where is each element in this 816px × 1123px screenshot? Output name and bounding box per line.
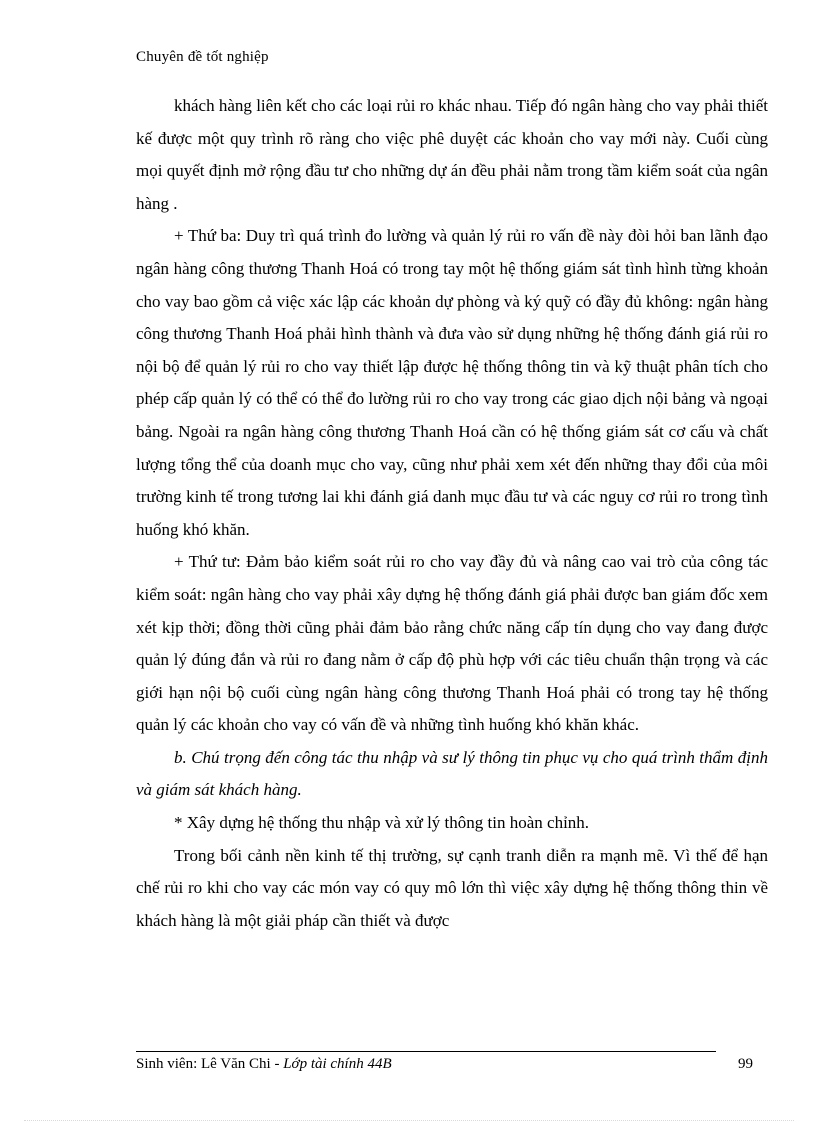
footer-class-name: Lớp tài chính 44B — [283, 1056, 392, 1072]
paragraph-credit-approval: khách hàng liên kết cho các loại rủi ro khác nhau. Tiếp đó ngân hàng cho vay phải thiết kế được một quy trình rõ ràng cho việc phê duyệt các khoản cho vay mới này. Cuối cùng mọi quyết định mở rộng đầu tư cho những dự án đều phải nằm trong tầm kiểm soát của ngân hàng . — [136, 96, 768, 213]
page-number: 99 — [738, 1056, 753, 1072]
paragraph-third-point: + Thứ ba: Duy trì quá trình đo lường và quản lý rủi ro vấn đề này đòi hỏi ban lãnh đạo ngân hàng công thương Thanh Hoá có trong tay một hệ thống giám sát tình hình từng khoản cho vay bao gồm cả việc xác lập các khoản dự phòng và ký quỹ có đầy đủ không: ngân hàng công thương Thanh Hoá phải hình thành và đưa vào sử dụng những hệ thống đánh giá rủi ro nội bộ để quản lý rủi ro cho vay thiết lập được hệ thống thông tin và kỹ thuật phân tích cho phép cấp quản lý có thể có thể đo lường rủi ro cho vay trong các giao dịch nội bảng và ngoại bảng. Ngoài ra ngân hàng công thương Thanh Hoá cần có hệ thống giám sát cơ cấu và chất lượng tổng thể của doanh mục cho vay, cũng như phải xem xét đến những thay đổi của môi trường kinh tế trong tương lai khi đánh giá danh mục đầu tư và các nguy cơ rủi ro trong tình huống khó khăn. — [136, 226, 768, 539]
footer-separator: - — [270, 1056, 284, 1072]
sub-heading-information-system: * Xây dựng hệ thống thu nhập và xử lý thông tin hoàn chỉnh. — [174, 813, 590, 833]
footer-student-name: Sinh viên: Lê Văn Chi — [136, 1056, 271, 1072]
page-header: Chuyên đề tốt nghiệp — [136, 49, 269, 65]
paragraph-fourth-point: + Thứ tư: Đảm bảo kiểm soát rủi ro cho vay đầy đủ và nâng cao vai trò của công tác kiểm soát: ngân hàng cho vay phải xây dựng hệ thống đánh giá phải được ban giám đốc xem xét kịp thời; đồng thời cũng phải đảm bảo rằng chức năng cấp tín dụng cho vay đang được quản lý đúng đắn và rủi ro đang nằm ở cấp độ phù hợp với các tiêu chuẩn thận trọng và các giới hạn nội bộ cuối cùng ngân hàng công thương Thanh Hoá phải có trong tay hệ thống quản lý các khoản cho vay có vấn đề và những tình huống khó khăn khác. — [136, 552, 768, 735]
section-heading-b: b. Chú trọng đến công tác thu nhập và sư lý thông tin phục vụ cho quá trình thẩm định và giám sát khách hàng. — [136, 747, 768, 800]
page-edge-divider — [24, 1120, 794, 1121]
footer-student-info — [136, 1056, 392, 1073]
body-text — [136, 90, 768, 937]
footer-rule — [136, 1051, 716, 1052]
paragraph-market-context: Trong bối cảnh nền kinh tế thị trường, sự cạnh tranh diễn ra mạnh mẽ. Vì thế để hạn chế rủi ro khi cho vay các món vay có quy mô lớn thì việc xây dựng hệ thống thông thin về khách hàng là một giải pháp cần thiết và được — [136, 845, 768, 930]
